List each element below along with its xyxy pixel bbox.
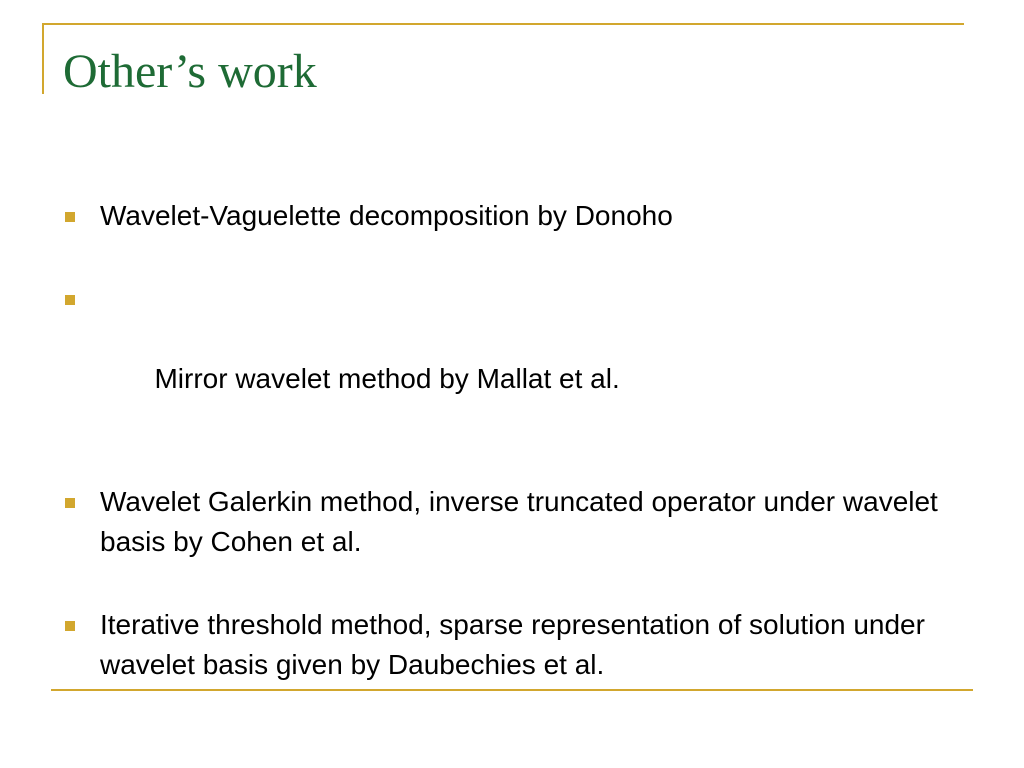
left-border-line	[42, 23, 44, 94]
bullet-item	[63, 482, 963, 562]
bullet-text: Wavelet Galerkin method, inverse truncated operator under wavelet basis by Cohen et al.	[100, 486, 938, 557]
square-bullet-icon	[65, 498, 75, 508]
bullet-text: Wavelet-Vaguelette decomposition by Donoho	[100, 200, 673, 231]
bullet-item	[63, 605, 963, 685]
bullet-item	[63, 279, 963, 439]
square-bullet-icon	[65, 295, 75, 305]
bullet-text: Iterative threshold method, sparse representation of solution under wavelet basis given by Daubechies et al.	[100, 609, 925, 680]
bullet-item	[63, 196, 963, 236]
square-bullet-icon	[65, 621, 75, 631]
square-bullet-icon	[65, 212, 75, 222]
bullet-text: Mirror wavelet method by Mallat et al.	[146, 363, 620, 394]
bottom-border-line	[51, 689, 973, 691]
top-border-line	[42, 23, 964, 25]
bullet-list	[63, 196, 963, 728]
slide-title: Other’s work	[63, 45, 317, 98]
